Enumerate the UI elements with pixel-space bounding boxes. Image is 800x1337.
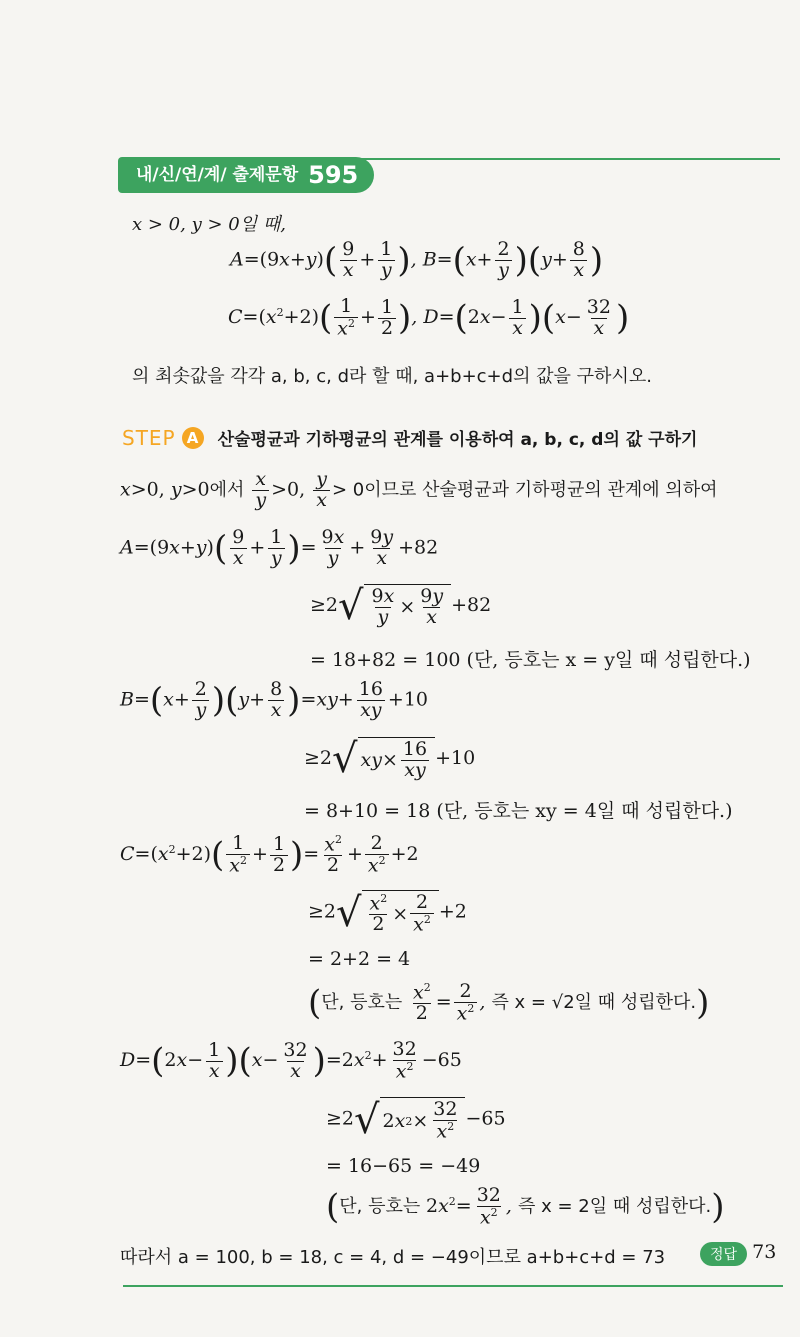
step-header [122, 425, 697, 450]
derivation-D-result: = 16−65 = −49 [326, 1155, 481, 1177]
solution-intro: x>0, y>0에서 $\frac{x}{y}$ >0, $\frac{y}{x}$ > 0이므로 산술평균과 기하평균의 관계에 의하여 [120, 468, 718, 511]
derivation-B-line1: B=(x+ $\frac{2}{y}$ )(y+ $\frac{8}{x}$ )=xy+ $\frac{16}{xy}$ +10 [120, 678, 429, 721]
derivation-A-line2: ≥2 √ $\frac{9x}{y}$ × $\frac{9y}{x}$ +82 [310, 582, 492, 629]
problem-number: 595 [308, 161, 359, 189]
derivation-A-result: = 18+82 = 100 (단, 등호는 x = y일 때 성립한다.) [310, 649, 751, 671]
derivation-C-condition: (단, 등호는 $\frac{x^2}{2}$ = $\frac{2}{x^2}$ , 즉 x = √2일 때 성립한다.) [308, 980, 710, 1025]
problem-condition: x > 0, y > 0일 때, [132, 214, 286, 235]
derivation-B-line2: ≥2 √ xy× $\frac{16}{xy}$ +10 [304, 735, 476, 782]
answer-badge: 정답 [700, 1242, 747, 1266]
derivation-D-line1: D=(2x− $\frac{1}{x}$ )(x− $\frac{32}{x}$ )$=2x^2+$ $\frac{32}{x^2}$ −65 [120, 1038, 462, 1083]
derivation-D-line2: ≥2 √ 2 x 2 × $\frac{32}{x^2}$ −65 [326, 1096, 506, 1143]
derivation-D-condition: (단, 등호는 $2x^2=$ $\frac{32}{x^2}$ , 즉 x = 2일 때 성립한다.) [326, 1184, 725, 1229]
problem-question: 의 최솟값을 각각 a, b, c, d라 할 때, a+b+c+d의 값을 구하시오. [132, 366, 652, 387]
derivation-C-line2: ≥2 √ $\frac{x^2}{2}$ × $\frac{2}{x^2}$ +2 [308, 889, 467, 936]
problem-header-badge [118, 157, 374, 193]
step-letter-badge: A [182, 427, 204, 449]
step-title: 산술평균과 기하평균의 관계를 이용하여 a, b, c, d의 값 구하기 [217, 430, 698, 450]
footer-divider [123, 1285, 783, 1287]
derivation-B-result: = 8+10 = 18 (단, 등호는 xy = 4일 때 성립한다.) [304, 800, 733, 822]
page-number: 73 [752, 1241, 777, 1263]
derivation-A-line1: A=(9x+y)( $\frac{9}{x}$ + $\frac{1}{y}$ )= $\frac{9x}{y}$ + $\frac{9y}{x}$ +82 [120, 526, 439, 569]
formula-A-B: A=(9x+y)( $\frac{9}{x}$ + $\frac{1}{y}$ ), B=(x+ $\frac{2}{y}$ )(y+ $\frac{8}{x}$ ) [230, 238, 604, 281]
derivation-C-result: = 2+2 = 4 [308, 948, 411, 970]
derivation-C-line1: $C=(x^2+2)$( $\frac{1}{x^2}$ + $\frac{1}{2}$ )= $\frac{x^2}{2}$ + $\frac{2}{x^2}$ +2 [120, 832, 419, 877]
header-label: 내/신/연/계/ 출제문항 [136, 165, 299, 185]
formula-C-D: $C=(x^2+2)$( $\frac{1}{x^2}$ + $\frac{1}{2}$ ), D=(2x− $\frac{1}{x}$ )(x− $\frac{32}{x}$ ) [228, 295, 630, 340]
answer-footer [700, 1241, 776, 1266]
final-conclusion: 따라서 a = 100, b = 18, c = 4, d = −49이므로 a+b+c+d = 73 [120, 1247, 666, 1268]
header-divider [360, 158, 780, 160]
step-label: STEP [122, 425, 176, 450]
